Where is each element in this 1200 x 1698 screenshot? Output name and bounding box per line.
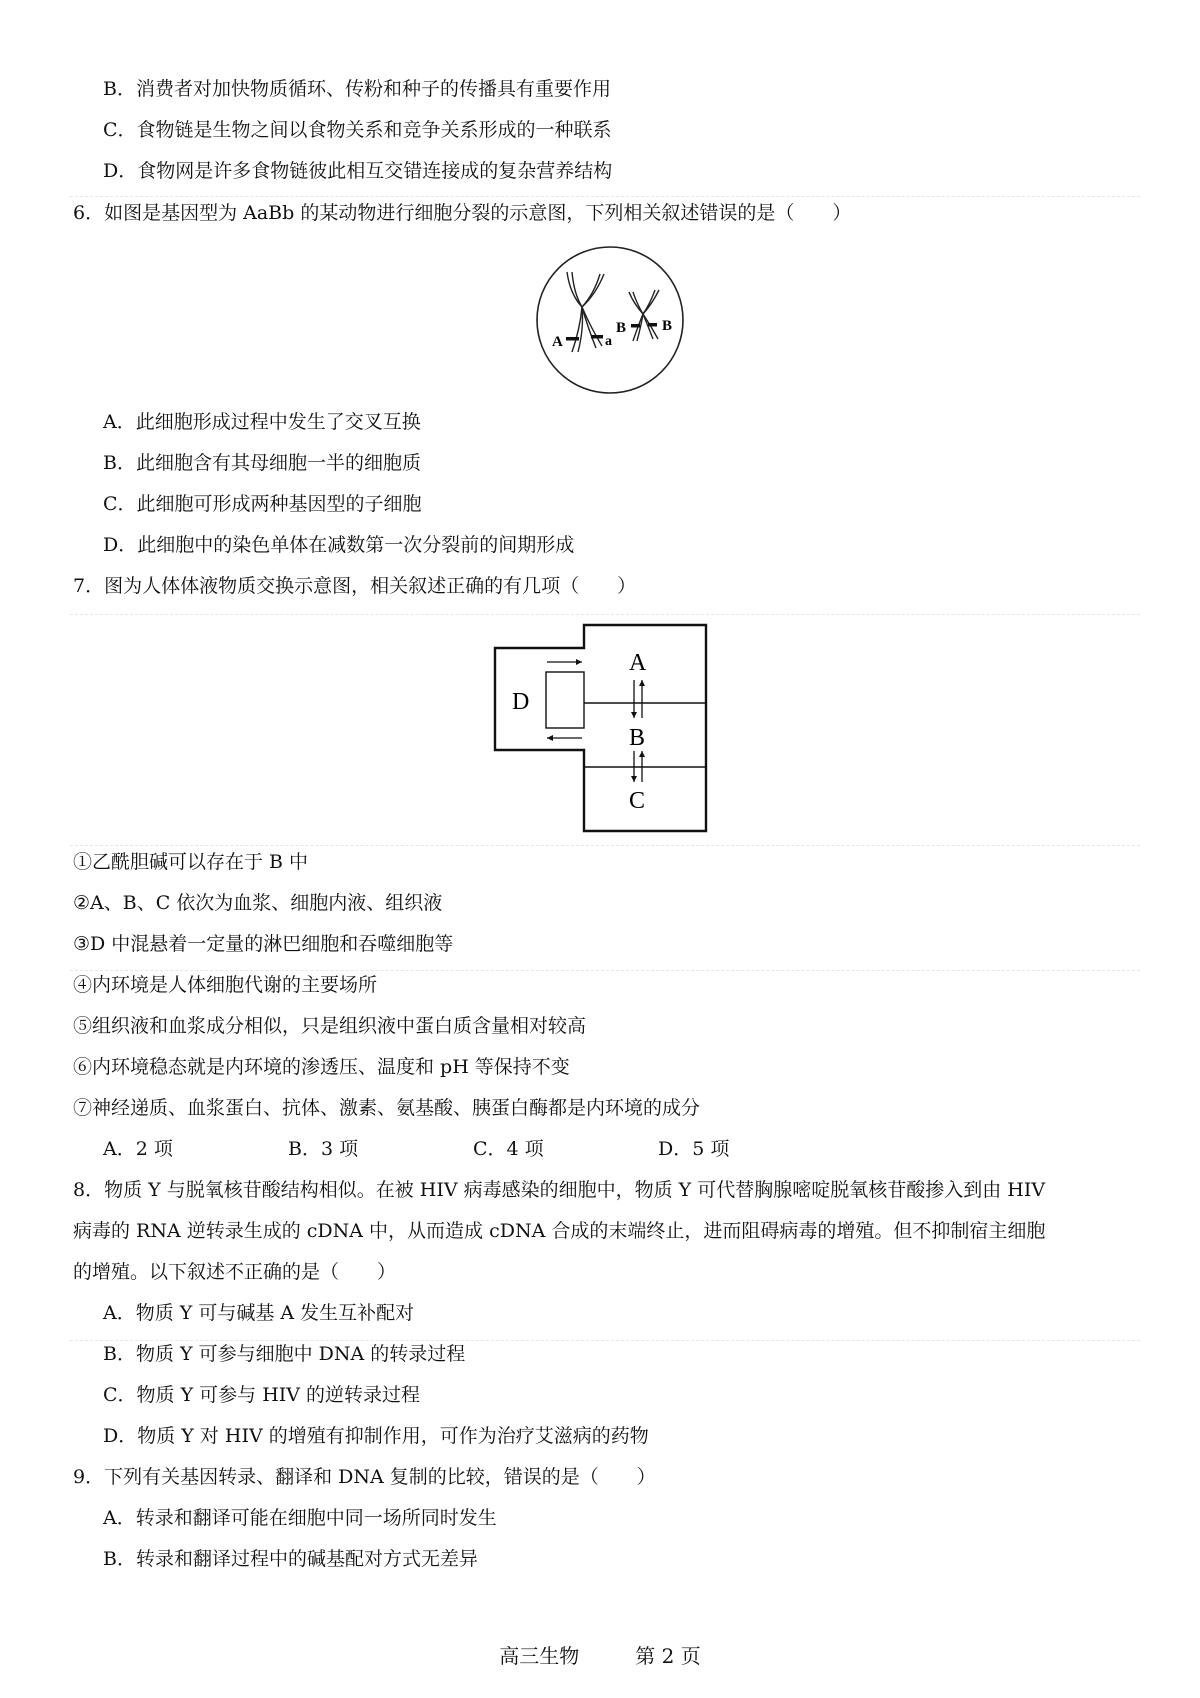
- q8-option-d: D．物质 Y 对 HIV 的增殖有抑制作用，可作为治疗艾滋病的药物: [103, 1425, 649, 1447]
- q8-stem-line2: 病毒的 RNA 逆转录生成的 cDNA 中，从而造成 cDNA 合成的末端终止，进而阻碍病毒的增殖。但不抑制宿主细胞: [73, 1220, 1046, 1242]
- dotted-separator: [70, 614, 1140, 615]
- q7-option-b: B．3 项: [288, 1138, 359, 1160]
- page-footer: [0, 1643, 1200, 1669]
- q6-option-d: D．此细胞中的染色单体在减数第一次分裂前的间期形成: [103, 534, 575, 556]
- q6-option-b: B．此细胞含有其母细胞一半的细胞质: [103, 452, 421, 474]
- q5-option-b: B．消费者对加快物质循环、传粉和种子的传播具有重要作用: [103, 78, 611, 100]
- q7-option-a: A．2 项: [103, 1138, 173, 1160]
- q7-item-6: ⑥内环境稳态就是内环境的渗透压、温度和 pH 等保持不变: [73, 1056, 570, 1078]
- q7-item-5: ⑤组织液和血浆成分相似，只是组织液中蛋白质含量相对较高: [73, 1015, 587, 1037]
- q6-option-c: C．此细胞可形成两种基因型的子细胞: [103, 493, 422, 515]
- q7-item-2: ②A、B、C 依次为血浆、细胞内液、组织液: [73, 892, 443, 914]
- q7-body-fluid-diagram: [490, 620, 712, 836]
- q7-option-c: C．4 项: [473, 1138, 544, 1160]
- fluid-label-C: C: [629, 788, 646, 814]
- gene-label-a: a: [605, 334, 612, 349]
- gene-label-A: A: [552, 334, 563, 350]
- q6-stem: 6．如图是基因型为 AaBb 的某动物进行细胞分裂的示意图，下列相关叙述错误的是（ ）: [73, 202, 852, 224]
- dotted-separator: [70, 196, 1140, 197]
- fluid-label-A: A: [629, 650, 647, 676]
- footer-subject: 高三生物: [499, 1644, 580, 1668]
- q6-cell-diagram: [530, 244, 690, 396]
- fluid-label-D: D: [512, 689, 530, 715]
- fluid-label-B: B: [629, 725, 646, 751]
- dotted-separator: [70, 845, 1140, 846]
- q9-stem: 9．下列有关基因转录、翻译和 DNA 复制的比较，错误的是（ ）: [73, 1466, 656, 1488]
- q7-options: [103, 1136, 843, 1162]
- q6-option-a: A．此细胞形成过程中发生了交叉互换: [103, 411, 421, 433]
- q8-option-a: A．物质 Y 可与碱基 A 发生互补配对: [103, 1302, 415, 1324]
- q7-item-4: ④内环境是人体细胞代谢的主要场所: [73, 974, 378, 996]
- q7-stem: 7．图为人体体液物质交换示意图，相关叙述正确的有几项（ ）: [73, 575, 637, 597]
- gene-label-B-right: B: [662, 318, 673, 334]
- q5-option-d: D．食物网是许多食物链彼此相互交错连接成的复杂营养结构: [103, 160, 613, 182]
- footer-page-number: 第 2 页: [635, 1644, 701, 1668]
- q8-option-b: B．物质 Y 可参与细胞中 DNA 的转录过程: [103, 1343, 466, 1365]
- dotted-separator: [70, 970, 1140, 971]
- q7-item-3: ③D 中混悬着一定量的淋巴细胞和吞噬细胞等: [73, 933, 454, 955]
- q9-option-a: A．转录和翻译可能在细胞中同一场所同时发生: [103, 1507, 497, 1529]
- q8-option-c: C．物质 Y 可参与 HIV 的逆转录过程: [103, 1384, 421, 1406]
- q5-option-c: C．食物链是生物之间以食物关系和竞争关系形成的一种联系: [103, 119, 612, 141]
- gene-label-B-left: B: [616, 320, 627, 336]
- q7-item-1: ①乙酰胆碱可以存在于 B 中: [73, 851, 309, 873]
- q8-stem-line1: 8．物质 Y 与脱氧核苷酸结构相似。在被 HIV 病毒感染的细胞中，物质 Y 可代替胸腺嘧啶脱氧核苷酸掺入到由 HIV: [73, 1179, 1046, 1201]
- q9-option-b: B．转录和翻译过程中的碱基配对方式无差异: [103, 1548, 478, 1570]
- q7-item-7: ⑦神经递质、血浆蛋白、抗体、激素、氨基酸、胰蛋白酶都是内环境的成分: [73, 1097, 701, 1119]
- chromosome-right: [629, 290, 659, 341]
- q8-stem-line3: 的增殖。以下叙述不正确的是（ ）: [73, 1261, 397, 1283]
- q7-option-d: D．5 项: [658, 1138, 730, 1160]
